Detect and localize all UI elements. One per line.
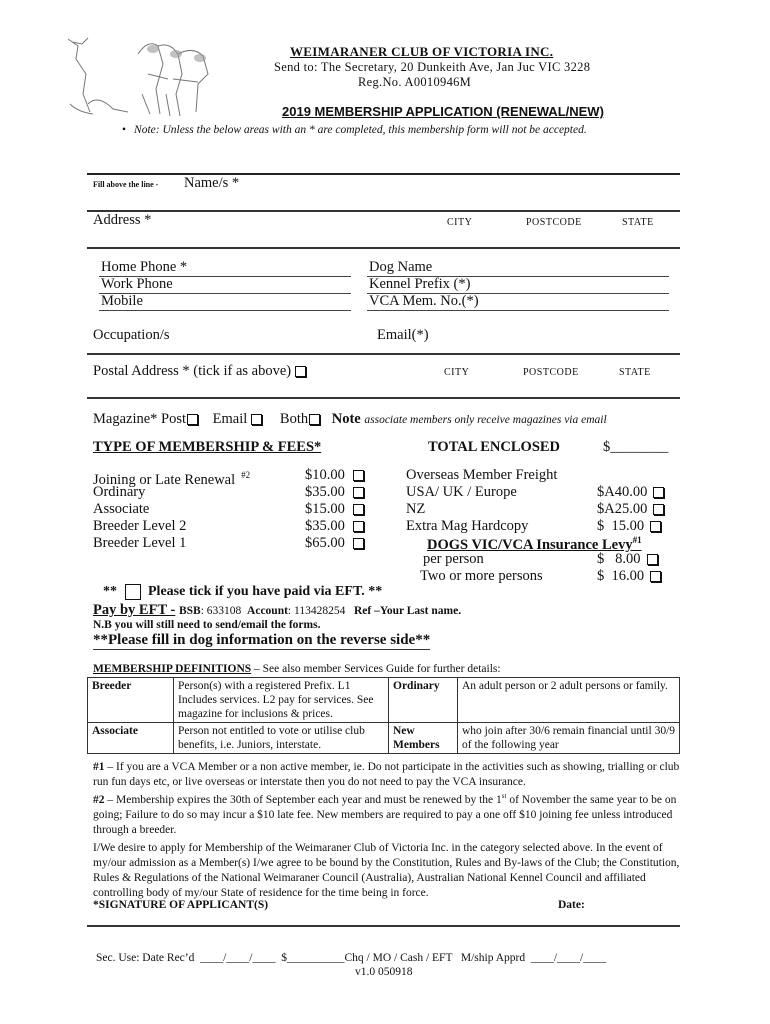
mobile-label: Mobile — [101, 293, 143, 309]
membership-option-checkbox[interactable] — [353, 521, 364, 532]
vca-membership-label: VCA Mem. No.(*) — [369, 293, 479, 309]
address-postcode-label: POSTCODE — [526, 217, 582, 228]
note-vca-insurance: #1 – If you are a VCA Member or a non active member, ie. Do not participate in the activities such as showing, trialling or club run fun days etc, or live overseas or interstate then you do not need to pay the VCA insurance. — [93, 761, 680, 788]
occupation-email-line[interactable] — [87, 353, 680, 355]
membership-fee: $35.00 — [305, 518, 364, 535]
overseas-option-checkbox[interactable] — [650, 521, 661, 532]
address-label: Address * — [93, 212, 152, 228]
names-label: Name/s * — [184, 175, 240, 191]
send-to-address: Send to: The Secretary, 20 Dunkeith Ave, Jan Juc VIC 3228 — [274, 60, 591, 74]
note-membership-expiry: #2 – Membership expires the 30th of September each year and must be renewed by the 1st of November the same year to be on going; Failure to do so may incur a $10 late fee. New members are required to pay a one off $10 joining fee unless introduced through a breeder. — [93, 792, 677, 836]
membership-option-checkbox[interactable] — [353, 504, 364, 515]
postal-same-checkbox[interactable] — [295, 366, 306, 377]
magazine-both-checkbox[interactable] — [309, 414, 320, 425]
postal-city-label: CITY — [444, 367, 470, 378]
membership-fee: $15.00 — [305, 501, 364, 518]
levy-fee: $ 16.00 — [597, 568, 661, 585]
membership-option: Associate — [93, 501, 150, 517]
membership-fee: $65.00 — [305, 535, 364, 552]
overseas-fee: $A25.00 — [597, 501, 664, 518]
membership-fee: $35.00 — [305, 484, 364, 501]
eft-paid-checkbox[interactable] — [125, 584, 141, 600]
declaration-text: I/We desire to apply for Membership of the Weimaraner Club of Victoria Inc. in the category selected above. In the event of my/our admission as a Member(s) I/we agree to be bound by the Constitution, Rules and By-laws of the Club; the Constitution, Rules & Regulations of the National Weimaraner Council (Australia), Australian National Kennel Council and affiliated controlling body of my/our State of residence for the time being in force. — [93, 842, 680, 899]
levy-option-checkbox[interactable] — [650, 571, 661, 582]
nb-send-forms: N.B you will still need to send/email the forms. — [93, 619, 321, 631]
overseas-option: Overseas Member Freight — [406, 467, 558, 483]
names-field-line[interactable] — [87, 210, 680, 212]
total-enclosed-heading: TOTAL ENCLOSED — [428, 439, 561, 455]
membership-option-checkbox[interactable] — [353, 538, 364, 549]
levy-option-checkbox[interactable] — [647, 554, 658, 565]
membership-option: Ordinary — [93, 484, 146, 500]
ordinary-definition: An adult person or 2 adult persons or family. — [458, 678, 680, 723]
magazine-post-checkbox[interactable] — [187, 414, 198, 425]
form-title: 2019 MEMBERSHIP APPLICATION (RENEWAL/NEW) — [282, 104, 604, 119]
club-logo-sketch — [58, 34, 218, 124]
reverse-side-notice: **Please fill in dog information on the reverse side** — [93, 632, 431, 648]
levy-option: Two or more persons — [420, 568, 543, 584]
work-phone-label: Work Phone — [101, 276, 173, 292]
signature-line[interactable] — [87, 925, 680, 927]
bullet-icon: • — [122, 124, 127, 136]
dog-name-label: Dog Name — [369, 259, 433, 275]
associate-definition: Person not entitled to vote or utilise club benefits, i.e. Juniors, interstate. — [174, 723, 389, 754]
total-enclosed-field[interactable]: $________ — [603, 439, 669, 455]
kennel-prefix-label: Kennel Prefix (*) — [369, 276, 471, 292]
new-members-term: New Members — [389, 723, 458, 754]
divider — [87, 173, 680, 175]
associate-term: Associate — [88, 723, 174, 754]
registration-number: Reg.No. A0010946M — [358, 75, 472, 89]
version-label: v1.0 050918 — [355, 966, 413, 978]
overseas-fee: $ 15.00 — [597, 518, 661, 535]
magazine-row: Magazine* Post Email Both Note associate members only receive magazines via email — [93, 411, 607, 427]
postal-address-label: Postal Address * (tick if as above) — [93, 363, 306, 380]
breeder-definition: Person(s) with a registered Prefix. L1 Includes services. L2 pay for services. See magazine for inclusions & prices. — [174, 678, 389, 723]
membership-option: Joining or Late Renewal $^{\#2}$ — [93, 470, 251, 488]
occupation-label: Occupation/s — [93, 327, 170, 343]
membership-option: Breeder Level 2 — [93, 518, 187, 534]
new-members-definition: who join after 30/6 remain financial until 30/9 of the following year — [458, 723, 680, 754]
membership-option: Breeder Level 1 — [93, 535, 187, 551]
overseas-option: USA/ UK / Europe — [406, 484, 517, 500]
breeder-term: Breeder — [88, 678, 174, 723]
definitions-table — [87, 677, 680, 754]
signature-label: *SIGNATURE OF APPLICANT(S) — [93, 899, 269, 911]
membership-option-checkbox[interactable] — [353, 487, 364, 498]
overseas-option-checkbox[interactable] — [653, 487, 664, 498]
postal-state-label: STATE — [619, 367, 651, 378]
home-phone-label: Home Phone * — [101, 259, 188, 275]
levy-heading: DOGS VIC/VCA Insurance Levy$^{\#1}$ — [427, 535, 642, 553]
date-label: Date: — [558, 899, 585, 911]
definitions-heading: MEMBERSHIP DEFINITIONS – See also member Services Guide for further details: — [93, 663, 501, 675]
fill-above-hint: Fill above the line - — [93, 180, 159, 189]
address-field-line[interactable] — [87, 247, 680, 249]
form-note: • Note: Unless the below areas with an * are completed, this membership form will not be accepted. — [122, 124, 587, 136]
pay-by-eft-row: Pay by EFT - BSB: 633108 Account: 113428254 Ref –Your Last name. — [93, 602, 462, 618]
postal-address-line[interactable] — [87, 397, 680, 399]
address-state-label: STATE — [622, 217, 654, 228]
magazine-email-checkbox[interactable] — [251, 414, 262, 425]
overseas-option: NZ — [406, 501, 426, 517]
postal-postcode-label: POSTCODE — [523, 367, 579, 378]
overseas-fee: $A40.00 — [597, 484, 664, 501]
vca-membership-field[interactable] — [367, 310, 669, 311]
mobile-field[interactable] — [99, 310, 351, 311]
membership-option-checkbox[interactable] — [353, 470, 364, 481]
eft-tick-row: ** Please tick if you have paid via EFT. ** — [103, 584, 383, 600]
overseas-option: Extra Mag Hardcopy — [406, 518, 529, 534]
levy-option: per person — [423, 551, 484, 567]
ordinary-term: Ordinary — [389, 678, 458, 723]
membership-type-heading: TYPE OF MEMBERSHIP & FEES* — [93, 439, 322, 455]
club-name: WEIMARANER CLUB OF VICTORIA INC. — [290, 44, 554, 59]
email-label: Email(*) — [377, 327, 429, 343]
address-city-label: CITY — [447, 217, 473, 228]
membership-fee: $10.00 — [305, 467, 364, 484]
overseas-option-checkbox[interactable] — [653, 504, 664, 515]
secretary-use-row: Sec. Use: Date Rec’d ____/____/____ $__________Chq / MO / Cash / EFT M/ship Apprd ____/____/____ — [96, 952, 607, 964]
levy-fee: $ 8.00 — [597, 551, 658, 568]
